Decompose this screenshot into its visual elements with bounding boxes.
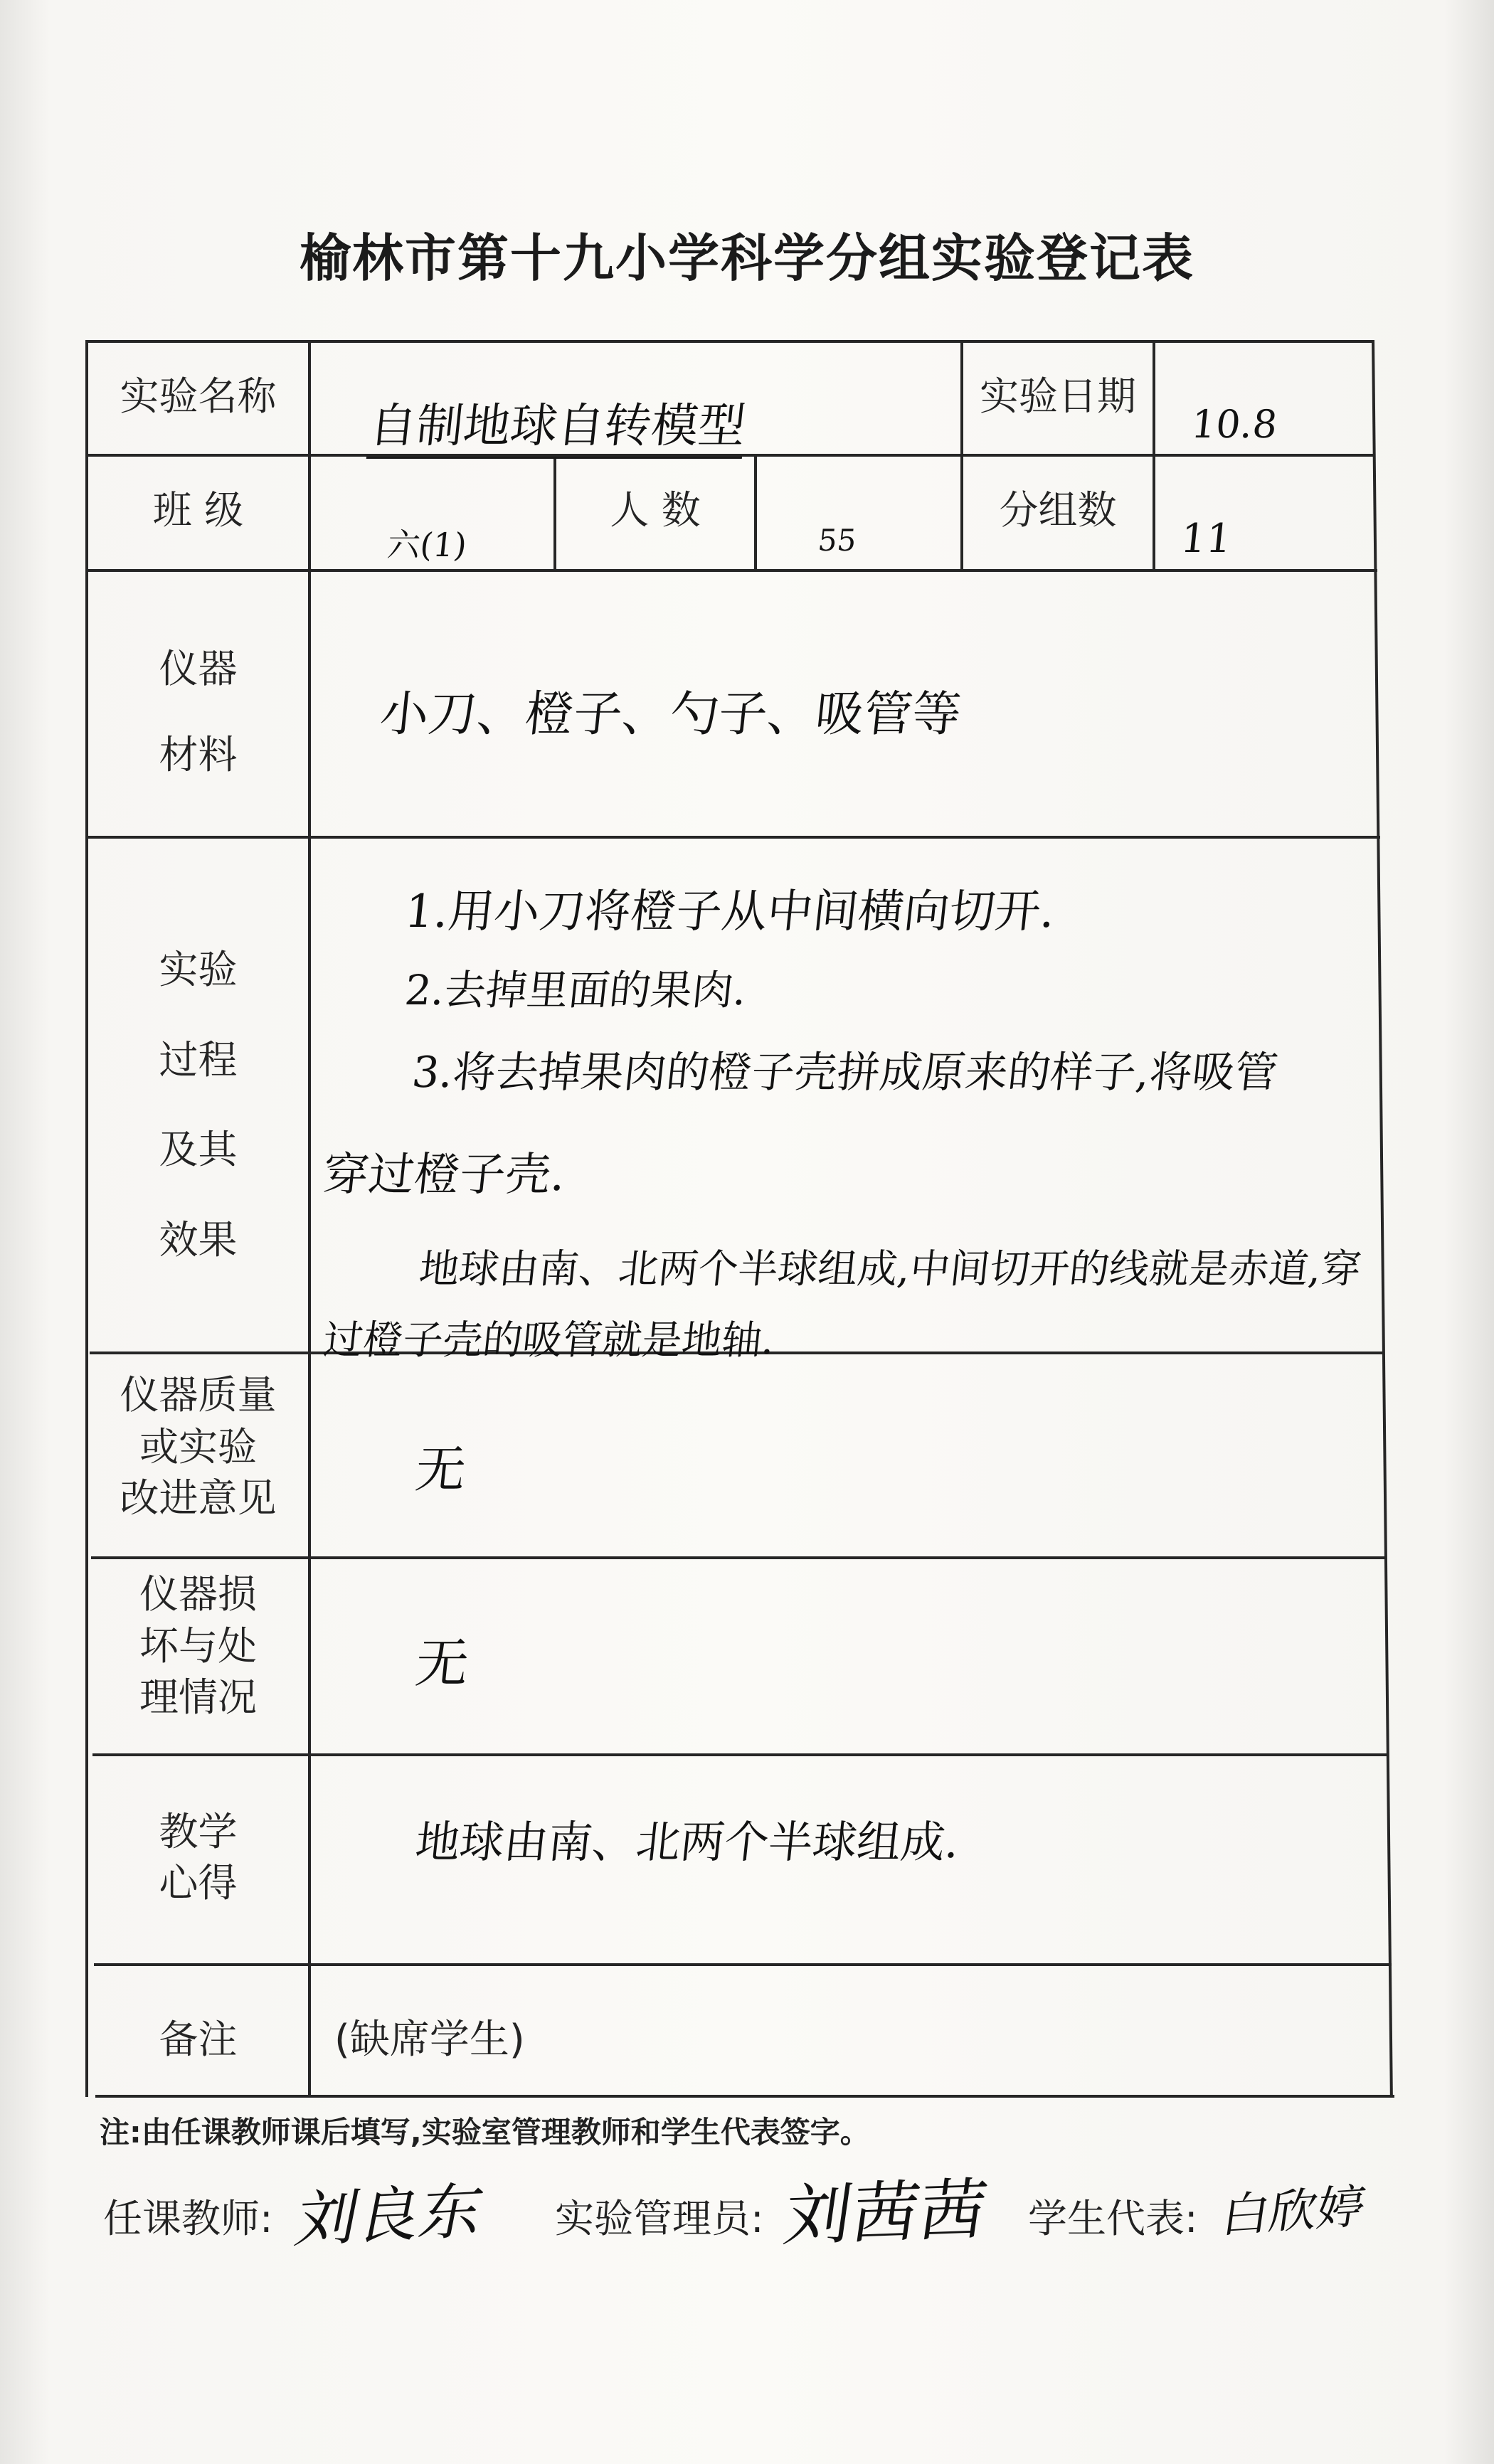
process-label xyxy=(88,925,308,1285)
row-divider-2 xyxy=(87,569,1377,572)
quality-label xyxy=(88,1369,308,1524)
process-line-4: 穿过橙子壳. xyxy=(320,1149,568,1201)
admin-label: 实验管理员: xyxy=(555,2196,764,2241)
process-line-5: 地球由南、北两个半球组成,中间切开的线就是赤道,穿 xyxy=(417,1246,1364,1292)
teacher-label: 任课教师: xyxy=(103,2196,273,2241)
equipment-label-line-2: 材料 xyxy=(159,732,238,777)
quality-label-line-3: 改进意见 xyxy=(120,1475,277,1522)
equipment-label xyxy=(88,626,308,798)
process-line-3: 3.将去掉果肉的橙子壳拼成原来的样子,将吸管 xyxy=(409,1048,1281,1098)
teaching-label xyxy=(88,1807,308,1908)
remarks-value: (缺席学生) xyxy=(334,2017,525,2063)
process-line-1: 1.用小刀将橙子从中间横向切开. xyxy=(402,886,1058,938)
experiment-date-label: 实验日期 xyxy=(979,373,1136,419)
quality-value: 无 xyxy=(413,1440,469,1499)
footer-note: 注:由任课教师课后填写,实验室管理教师和学生代表签字。 xyxy=(100,2115,870,2150)
table-border-bottom xyxy=(95,2095,1394,2098)
experiment-date-value: 10.8 xyxy=(1189,402,1280,447)
row-divider-5 xyxy=(91,1556,1386,1559)
date-value-divider xyxy=(1153,340,1155,571)
quality-label-line-1: 仪器质量 xyxy=(120,1372,277,1418)
admin-signature xyxy=(779,2155,995,2258)
group-count-label: 分组数 xyxy=(999,487,1117,533)
process-line-6: 过橙子壳的吸管就是地轴. xyxy=(321,1317,777,1364)
student-signature xyxy=(1218,2168,1370,2246)
group-count-value: 11 xyxy=(1178,516,1234,562)
equipment-value: 小刀、橙子、勺子、吸管等 xyxy=(377,686,964,743)
experiment-name-value: 自制地球自转模型 xyxy=(366,388,750,459)
student-label: 学生代表: xyxy=(1028,2196,1198,2241)
damage-label-line-1: 仪器损 xyxy=(139,1571,257,1617)
row-divider-3 xyxy=(88,836,1380,839)
equipment-label-line-1: 仪器 xyxy=(159,646,238,691)
process-line-2: 2.去掉里面的果肉. xyxy=(402,966,749,1014)
damage-value: 无 xyxy=(412,1633,472,1694)
student-signature-text: 白欣婷 xyxy=(1218,2179,1369,2243)
process-label-line-1: 实验 xyxy=(159,947,238,992)
teacher-signature-text: 刘良东 xyxy=(290,2175,489,2256)
process-label-line-4: 效果 xyxy=(159,1216,238,1263)
teaching-label-line-2: 心得 xyxy=(159,1859,238,1906)
label-column-divider xyxy=(308,340,311,2097)
class-value: 六(1) xyxy=(385,526,469,564)
row-divider-7 xyxy=(94,1963,1392,1966)
admin-signature-text: 刘茜茜 xyxy=(779,2171,992,2256)
table-border-top xyxy=(85,340,1373,343)
process-label-line-3: 及其 xyxy=(159,1127,238,1172)
quality-label-line-2: 或实验 xyxy=(139,1423,257,1470)
headcount-value-divider xyxy=(754,454,757,571)
form-title: 榆林市第十九小学科学分组实验登记表 xyxy=(299,228,1194,288)
experiment-name-label: 实验名称 xyxy=(120,373,277,419)
headcount-label: 人 数 xyxy=(610,487,701,533)
teacher-signature xyxy=(289,2161,492,2258)
process-label-line-2: 过程 xyxy=(159,1036,238,1083)
teaching-label-line-1: 教学 xyxy=(159,1809,238,1854)
remarks-label: 备注 xyxy=(159,2017,238,2062)
row-divider-6 xyxy=(92,1753,1389,1756)
teaching-value: 地球由南、北两个半球组成. xyxy=(413,1816,963,1868)
damage-label-line-3: 理情况 xyxy=(139,1674,257,1721)
damage-label xyxy=(88,1568,308,1724)
headcount-value: 55 xyxy=(816,523,859,558)
damage-label-line-2: 坏与处 xyxy=(139,1623,257,1669)
class-label: 班 级 xyxy=(152,487,244,533)
